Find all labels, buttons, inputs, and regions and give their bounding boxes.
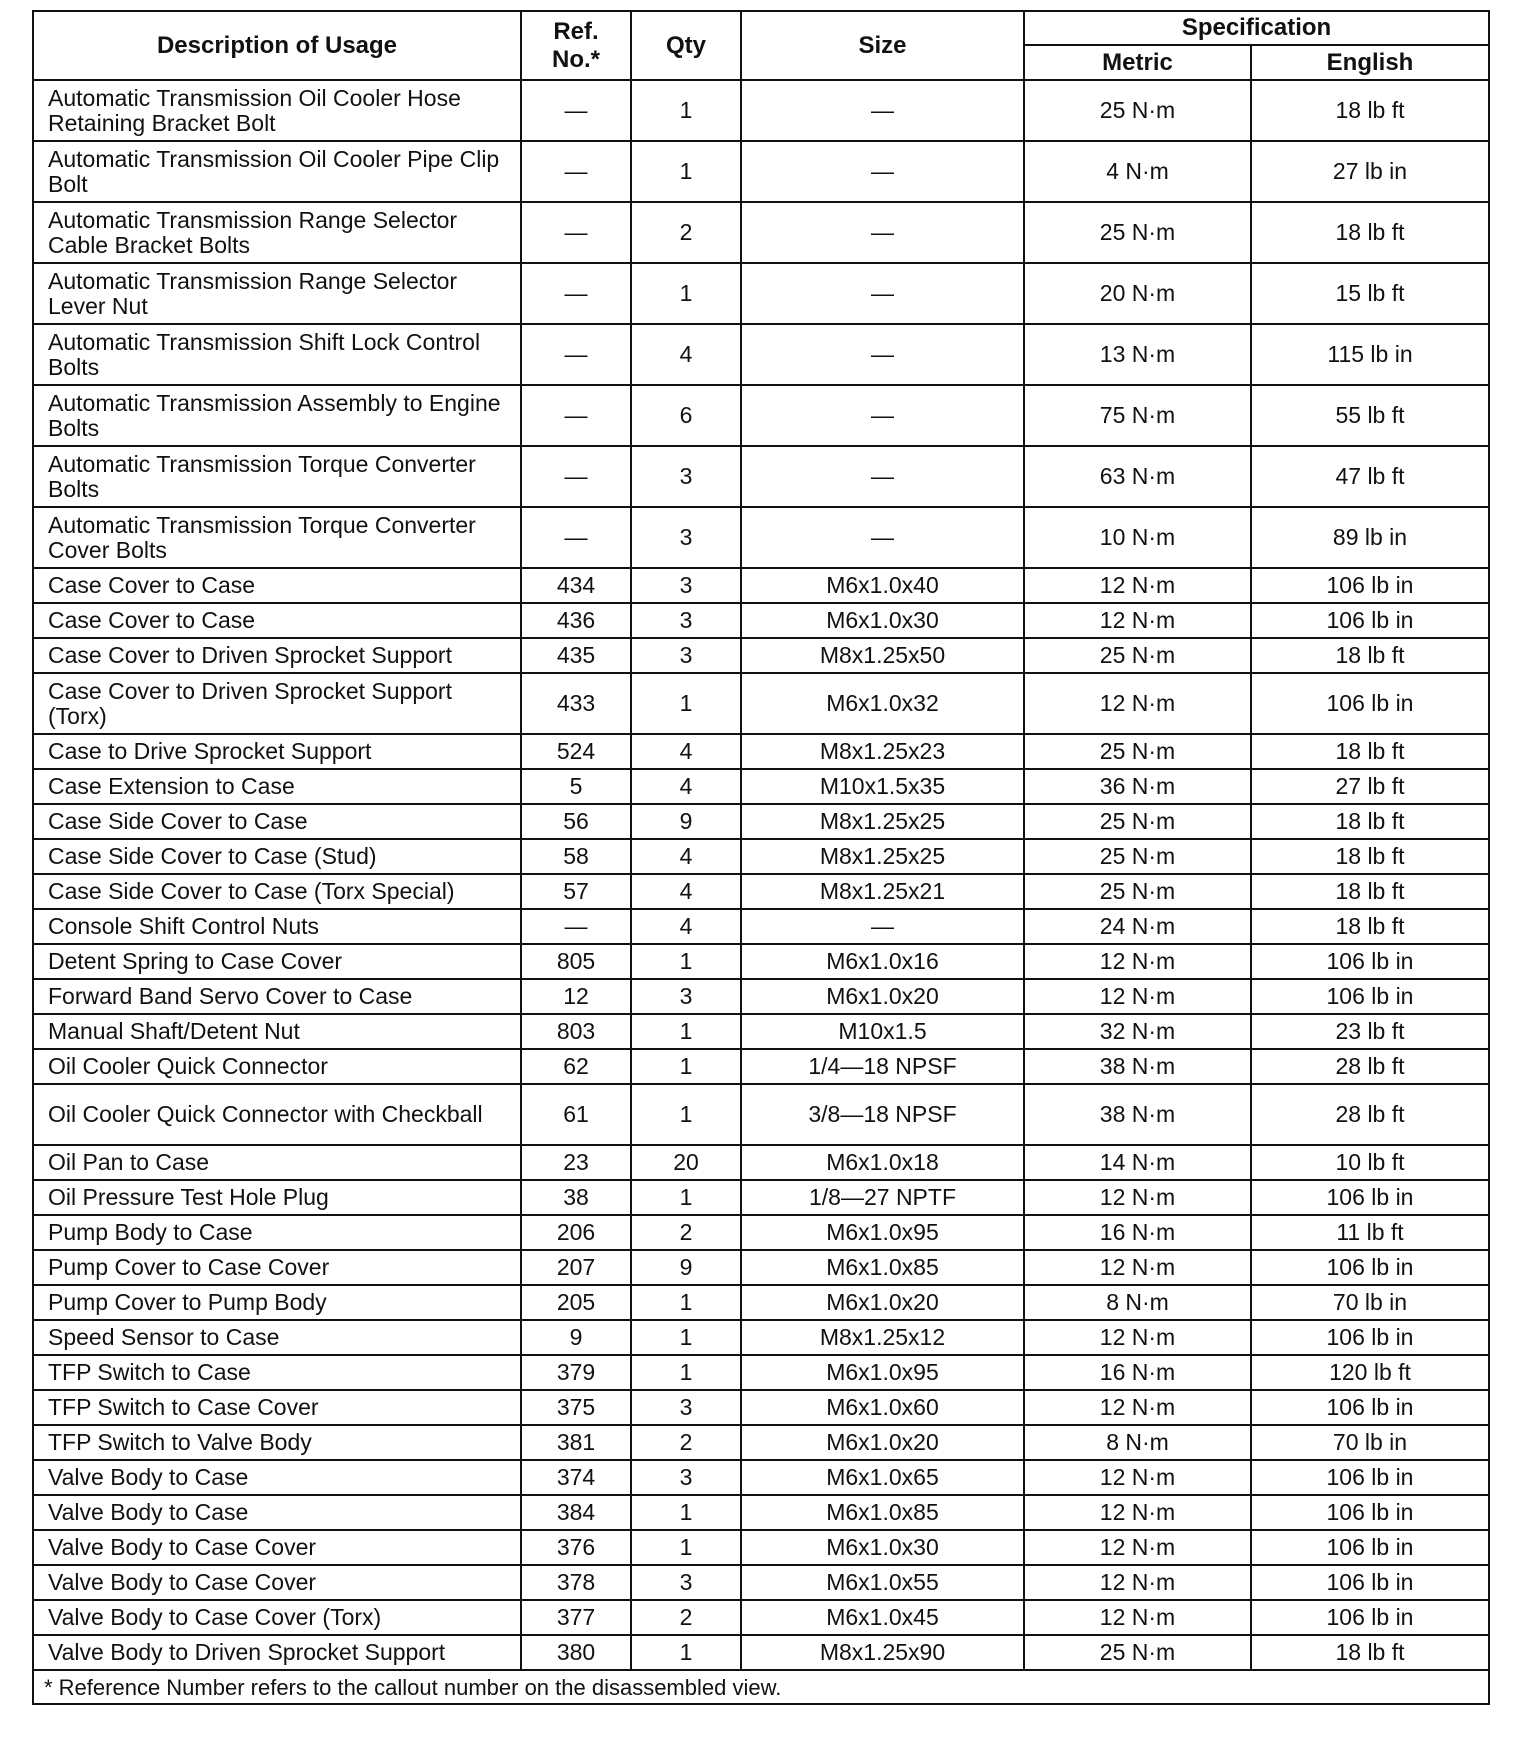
cell-size: M6x1.0x95: [741, 1215, 1024, 1250]
cell-ref-no: 379: [521, 1355, 631, 1390]
header-qty: Qty: [631, 11, 741, 80]
header-english: English: [1251, 45, 1489, 80]
cell-english: 70 lb in: [1251, 1425, 1489, 1460]
cell-qty: 4: [631, 769, 741, 804]
cell-description: Case Cover to Case: [33, 568, 521, 603]
table-row: [33, 263, 1489, 324]
cell-qty: 2: [631, 1600, 741, 1635]
cell-ref-no: 433: [521, 673, 631, 734]
table-row: [33, 673, 1489, 734]
cell-metric: 38 N·m: [1024, 1049, 1251, 1084]
cell-metric: 12 N·m: [1024, 944, 1251, 979]
cell-metric: 16 N·m: [1024, 1355, 1251, 1390]
cell-size: —: [741, 263, 1024, 324]
cell-english: 106 lb in: [1251, 1460, 1489, 1495]
cell-description: Automatic Transmission Oil Cooler Pipe Clip Bolt: [33, 141, 521, 202]
cell-metric: 12 N·m: [1024, 1530, 1251, 1565]
table-row: [33, 141, 1489, 202]
cell-size: 3/8—18 NPSF: [741, 1084, 1024, 1145]
table-row: [33, 1250, 1489, 1285]
cell-qty: 2: [631, 1215, 741, 1250]
cell-qty: 1: [631, 80, 741, 141]
cell-english: 115 lb in: [1251, 324, 1489, 385]
cell-metric: 12 N·m: [1024, 1600, 1251, 1635]
cell-description: Valve Body to Case: [33, 1495, 521, 1530]
cell-ref-no: 58: [521, 839, 631, 874]
cell-ref-no: 376: [521, 1530, 631, 1565]
table-row: [33, 979, 1489, 1014]
cell-english: 106 lb in: [1251, 944, 1489, 979]
cell-english: 106 lb in: [1251, 979, 1489, 1014]
cell-ref-no: —: [521, 324, 631, 385]
cell-size: —: [741, 909, 1024, 944]
table-row: [33, 1565, 1489, 1600]
cell-qty: 9: [631, 1250, 741, 1285]
cell-description: Case to Drive Sprocket Support: [33, 734, 521, 769]
cell-english: 106 lb in: [1251, 673, 1489, 734]
table-row: [33, 1530, 1489, 1565]
cell-qty: 1: [631, 1049, 741, 1084]
cell-description: Pump Cover to Case Cover: [33, 1250, 521, 1285]
cell-metric: 12 N·m: [1024, 673, 1251, 734]
cell-ref-no: 803: [521, 1014, 631, 1049]
cell-metric: 25 N·m: [1024, 734, 1251, 769]
footnote-row: [33, 1670, 1489, 1704]
cell-description: Pump Cover to Pump Body: [33, 1285, 521, 1320]
cell-size: M6x1.0x20: [741, 1425, 1024, 1460]
cell-metric: 25 N·m: [1024, 874, 1251, 909]
cell-qty: 1: [631, 1180, 741, 1215]
cell-ref-no: 12: [521, 979, 631, 1014]
table-row: [33, 603, 1489, 638]
cell-size: 1/4—18 NPSF: [741, 1049, 1024, 1084]
table-row: [33, 507, 1489, 568]
cell-description: Oil Pan to Case: [33, 1145, 521, 1180]
cell-qty: 1: [631, 1084, 741, 1145]
cell-metric: 12 N·m: [1024, 1565, 1251, 1600]
cell-qty: 20: [631, 1145, 741, 1180]
table-row: [33, 1285, 1489, 1320]
cell-metric: 12 N·m: [1024, 1320, 1251, 1355]
table-row: [33, 944, 1489, 979]
cell-qty: 1: [631, 1495, 741, 1530]
cell-metric: 20 N·m: [1024, 263, 1251, 324]
table-row: [33, 804, 1489, 839]
table-row: [33, 1460, 1489, 1495]
cell-metric: 24 N·m: [1024, 909, 1251, 944]
cell-metric: 12 N·m: [1024, 1250, 1251, 1285]
cell-ref-no: —: [521, 202, 631, 263]
cell-english: 11 lb ft: [1251, 1215, 1489, 1250]
cell-description: Oil Pressure Test Hole Plug: [33, 1180, 521, 1215]
cell-ref-no: 61: [521, 1084, 631, 1145]
cell-description: Case Cover to Driven Sprocket Support: [33, 638, 521, 673]
cell-size: —: [741, 385, 1024, 446]
cell-english: 89 lb in: [1251, 507, 1489, 568]
cell-qty: 3: [631, 568, 741, 603]
cell-description: Valve Body to Case Cover: [33, 1565, 521, 1600]
cell-size: —: [741, 507, 1024, 568]
cell-qty: 4: [631, 734, 741, 769]
cell-description: Speed Sensor to Case: [33, 1320, 521, 1355]
cell-description: Automatic Transmission Assembly to Engine Bolts: [33, 385, 521, 446]
cell-ref-no: 5: [521, 769, 631, 804]
cell-ref-no: 524: [521, 734, 631, 769]
table-row: [33, 1320, 1489, 1355]
cell-size: M8x1.25x21: [741, 874, 1024, 909]
cell-ref-no: 381: [521, 1425, 631, 1460]
cell-english: 18 lb ft: [1251, 1635, 1489, 1670]
cell-english: 18 lb ft: [1251, 638, 1489, 673]
cell-qty: 1: [631, 1635, 741, 1670]
cell-metric: 25 N·m: [1024, 638, 1251, 673]
cell-ref-no: —: [521, 446, 631, 507]
table-row: [33, 1600, 1489, 1635]
cell-description: Automatic Transmission Shift Lock Control Bolts: [33, 324, 521, 385]
table-row: [33, 874, 1489, 909]
cell-description: TFP Switch to Case: [33, 1355, 521, 1390]
cell-english: 18 lb ft: [1251, 804, 1489, 839]
table-row: [33, 638, 1489, 673]
cell-description: Oil Cooler Quick Connector with Checkball: [33, 1084, 521, 1145]
cell-qty: 3: [631, 507, 741, 568]
cell-size: M6x1.0x85: [741, 1250, 1024, 1285]
cell-english: 18 lb ft: [1251, 874, 1489, 909]
cell-size: M6x1.0x20: [741, 1285, 1024, 1320]
cell-ref-no: 805: [521, 944, 631, 979]
cell-qty: 4: [631, 874, 741, 909]
table-row: [33, 1495, 1489, 1530]
cell-ref-no: 38: [521, 1180, 631, 1215]
cell-description: Detent Spring to Case Cover: [33, 944, 521, 979]
header-specification: Specification: [1024, 11, 1489, 45]
cell-description: Case Side Cover to Case (Torx Special): [33, 874, 521, 909]
cell-description: Case Side Cover to Case (Stud): [33, 839, 521, 874]
cell-english: 106 lb in: [1251, 1600, 1489, 1635]
cell-qty: 9: [631, 804, 741, 839]
cell-size: M6x1.0x60: [741, 1390, 1024, 1425]
cell-metric: 25 N·m: [1024, 804, 1251, 839]
cell-metric: 12 N·m: [1024, 603, 1251, 638]
cell-qty: 3: [631, 1565, 741, 1600]
cell-description: Automatic Transmission Torque Converter Cover Bolts: [33, 507, 521, 568]
cell-metric: 16 N·m: [1024, 1215, 1251, 1250]
cell-qty: 1: [631, 1355, 741, 1390]
cell-description: Console Shift Control Nuts: [33, 909, 521, 944]
cell-size: M6x1.0x85: [741, 1495, 1024, 1530]
cell-english: 47 lb ft: [1251, 446, 1489, 507]
cell-ref-no: 377: [521, 1600, 631, 1635]
cell-metric: 25 N·m: [1024, 80, 1251, 141]
cell-qty: 3: [631, 638, 741, 673]
cell-qty: 3: [631, 603, 741, 638]
cell-metric: 12 N·m: [1024, 1460, 1251, 1495]
cell-description: Case Cover to Driven Sprocket Support (Torx): [33, 673, 521, 734]
cell-metric: 36 N·m: [1024, 769, 1251, 804]
cell-qty: 2: [631, 202, 741, 263]
cell-qty: 1: [631, 141, 741, 202]
cell-qty: 1: [631, 1285, 741, 1320]
cell-ref-no: 57: [521, 874, 631, 909]
table-row: [33, 80, 1489, 141]
cell-ref-no: 435: [521, 638, 631, 673]
cell-english: 27 lb in: [1251, 141, 1489, 202]
cell-description: Valve Body to Driven Sprocket Support: [33, 1635, 521, 1670]
cell-description: Case Extension to Case: [33, 769, 521, 804]
cell-description: Manual Shaft/Detent Nut: [33, 1014, 521, 1049]
cell-size: M8x1.25x25: [741, 839, 1024, 874]
cell-metric: 14 N·m: [1024, 1145, 1251, 1180]
cell-english: 10 lb ft: [1251, 1145, 1489, 1180]
cell-qty: 3: [631, 1460, 741, 1495]
cell-metric: 13 N·m: [1024, 324, 1251, 385]
cell-size: —: [741, 324, 1024, 385]
cell-english: 18 lb ft: [1251, 839, 1489, 874]
cell-qty: 3: [631, 446, 741, 507]
table-row: [33, 202, 1489, 263]
cell-english: 106 lb in: [1251, 1390, 1489, 1425]
cell-ref-no: —: [521, 385, 631, 446]
cell-qty: 1: [631, 1320, 741, 1355]
cell-metric: 32 N·m: [1024, 1014, 1251, 1049]
torque-spec-table: [32, 10, 1490, 1705]
header-size: Size: [741, 11, 1024, 80]
cell-description: Forward Band Servo Cover to Case: [33, 979, 521, 1014]
cell-metric: 25 N·m: [1024, 202, 1251, 263]
cell-metric: 4 N·m: [1024, 141, 1251, 202]
cell-ref-no: 374: [521, 1460, 631, 1495]
cell-english: 106 lb in: [1251, 603, 1489, 638]
cell-metric: 12 N·m: [1024, 1180, 1251, 1215]
cell-size: M6x1.0x40: [741, 568, 1024, 603]
table-row: [33, 568, 1489, 603]
table-row: [33, 324, 1489, 385]
table-row: [33, 1355, 1489, 1390]
table-row: [33, 769, 1489, 804]
cell-ref-no: 23: [521, 1145, 631, 1180]
cell-english: 27 lb ft: [1251, 769, 1489, 804]
table-row: [33, 1084, 1489, 1145]
cell-english: 55 lb ft: [1251, 385, 1489, 446]
header-description: Description of Usage: [33, 11, 521, 80]
cell-english: 28 lb ft: [1251, 1084, 1489, 1145]
table-row: [33, 1390, 1489, 1425]
cell-metric: 38 N·m: [1024, 1084, 1251, 1145]
cell-metric: 12 N·m: [1024, 1390, 1251, 1425]
cell-english: 106 lb in: [1251, 1530, 1489, 1565]
cell-metric: 63 N·m: [1024, 446, 1251, 507]
table-row: [33, 385, 1489, 446]
torque-spec-sheet: [32, 10, 1488, 1705]
cell-english: 28 lb ft: [1251, 1049, 1489, 1084]
cell-size: M6x1.0x30: [741, 1530, 1024, 1565]
cell-description: TFP Switch to Valve Body: [33, 1425, 521, 1460]
cell-ref-no: —: [521, 263, 631, 324]
cell-size: —: [741, 80, 1024, 141]
cell-english: 23 lb ft: [1251, 1014, 1489, 1049]
cell-english: 106 lb in: [1251, 568, 1489, 603]
cell-size: M6x1.0x16: [741, 944, 1024, 979]
cell-ref-no: 207: [521, 1250, 631, 1285]
cell-english: 106 lb in: [1251, 1180, 1489, 1215]
cell-description: Automatic Transmission Oil Cooler Hose Retaining Bracket Bolt: [33, 80, 521, 141]
header-row: [33, 11, 1489, 45]
cell-size: M6x1.0x65: [741, 1460, 1024, 1495]
cell-size: M6x1.0x45: [741, 1600, 1024, 1635]
cell-size: —: [741, 141, 1024, 202]
cell-english: 18 lb ft: [1251, 202, 1489, 263]
cell-ref-no: —: [521, 909, 631, 944]
cell-ref-no: 205: [521, 1285, 631, 1320]
cell-english: 15 lb ft: [1251, 263, 1489, 324]
cell-size: M6x1.0x32: [741, 673, 1024, 734]
cell-ref-no: 375: [521, 1390, 631, 1425]
cell-ref-no: 436: [521, 603, 631, 638]
cell-english: 18 lb ft: [1251, 909, 1489, 944]
cell-english: 106 lb in: [1251, 1320, 1489, 1355]
cell-qty: 4: [631, 839, 741, 874]
cell-ref-no: —: [521, 141, 631, 202]
cell-description: Automatic Transmission Torque Converter Bolts: [33, 446, 521, 507]
cell-english: 18 lb ft: [1251, 734, 1489, 769]
cell-size: M8x1.25x50: [741, 638, 1024, 673]
cell-size: M8x1.25x90: [741, 1635, 1024, 1670]
table-row: [33, 1215, 1489, 1250]
cell-qty: 1: [631, 1530, 741, 1565]
cell-english: 106 lb in: [1251, 1565, 1489, 1600]
table-row: [33, 1180, 1489, 1215]
cell-ref-no: 384: [521, 1495, 631, 1530]
table-row: [33, 1635, 1489, 1670]
cell-english: 106 lb in: [1251, 1250, 1489, 1285]
cell-size: M8x1.25x25: [741, 804, 1024, 839]
table-body: [33, 80, 1489, 1670]
cell-size: M10x1.5x35: [741, 769, 1024, 804]
cell-qty: 3: [631, 1390, 741, 1425]
header-metric: Metric: [1024, 45, 1251, 80]
cell-description: Valve Body to Case Cover (Torx): [33, 1600, 521, 1635]
cell-description: TFP Switch to Case Cover: [33, 1390, 521, 1425]
cell-metric: 12 N·m: [1024, 568, 1251, 603]
cell-description: Automatic Transmission Range Selector Lever Nut: [33, 263, 521, 324]
cell-metric: 8 N·m: [1024, 1285, 1251, 1320]
cell-description: Case Cover to Case: [33, 603, 521, 638]
cell-ref-no: 434: [521, 568, 631, 603]
cell-qty: 3: [631, 979, 741, 1014]
table-row: [33, 909, 1489, 944]
cell-qty: 4: [631, 909, 741, 944]
cell-metric: 12 N·m: [1024, 1495, 1251, 1530]
cell-size: M6x1.0x18: [741, 1145, 1024, 1180]
cell-english: 18 lb ft: [1251, 80, 1489, 141]
cell-ref-no: 62: [521, 1049, 631, 1084]
footnote: * Reference Number refers to the callout number on the disassembled view.: [33, 1670, 1489, 1704]
cell-description: Case Side Cover to Case: [33, 804, 521, 839]
cell-size: M6x1.0x20: [741, 979, 1024, 1014]
cell-description: Automatic Transmission Range Selector Cable Bracket Bolts: [33, 202, 521, 263]
cell-english: 106 lb in: [1251, 1495, 1489, 1530]
cell-ref-no: —: [521, 507, 631, 568]
cell-ref-no: 206: [521, 1215, 631, 1250]
cell-size: —: [741, 446, 1024, 507]
cell-description: Valve Body to Case: [33, 1460, 521, 1495]
cell-size: M6x1.0x95: [741, 1355, 1024, 1390]
cell-english: 120 lb ft: [1251, 1355, 1489, 1390]
cell-size: M10x1.5: [741, 1014, 1024, 1049]
cell-size: —: [741, 202, 1024, 263]
cell-ref-no: 9: [521, 1320, 631, 1355]
table-row: [33, 1425, 1489, 1460]
cell-metric: 25 N·m: [1024, 839, 1251, 874]
cell-size: M8x1.25x12: [741, 1320, 1024, 1355]
cell-qty: 1: [631, 944, 741, 979]
table-row: [33, 734, 1489, 769]
cell-size: M6x1.0x30: [741, 603, 1024, 638]
cell-size: 1/8—27 NPTF: [741, 1180, 1024, 1215]
cell-metric: 12 N·m: [1024, 979, 1251, 1014]
cell-qty: 2: [631, 1425, 741, 1460]
cell-qty: 1: [631, 1014, 741, 1049]
cell-qty: 1: [631, 673, 741, 734]
cell-metric: 10 N·m: [1024, 507, 1251, 568]
cell-size: M8x1.25x23: [741, 734, 1024, 769]
cell-description: Pump Body to Case: [33, 1215, 521, 1250]
table-row: [33, 1049, 1489, 1084]
cell-english: 70 lb in: [1251, 1285, 1489, 1320]
cell-description: Valve Body to Case Cover: [33, 1530, 521, 1565]
cell-description: Oil Cooler Quick Connector: [33, 1049, 521, 1084]
cell-qty: 6: [631, 385, 741, 446]
cell-metric: 25 N·m: [1024, 1635, 1251, 1670]
cell-ref-no: 56: [521, 804, 631, 839]
table-row: [33, 1145, 1489, 1180]
cell-metric: 8 N·m: [1024, 1425, 1251, 1460]
cell-ref-no: —: [521, 80, 631, 141]
table-row: [33, 446, 1489, 507]
cell-qty: 1: [631, 263, 741, 324]
header-ref-no: Ref. No.*: [521, 11, 631, 80]
cell-qty: 4: [631, 324, 741, 385]
table-row: [33, 1014, 1489, 1049]
cell-ref-no: 378: [521, 1565, 631, 1600]
cell-size: M6x1.0x55: [741, 1565, 1024, 1600]
cell-metric: 75 N·m: [1024, 385, 1251, 446]
table-row: [33, 839, 1489, 874]
cell-ref-no: 380: [521, 1635, 631, 1670]
